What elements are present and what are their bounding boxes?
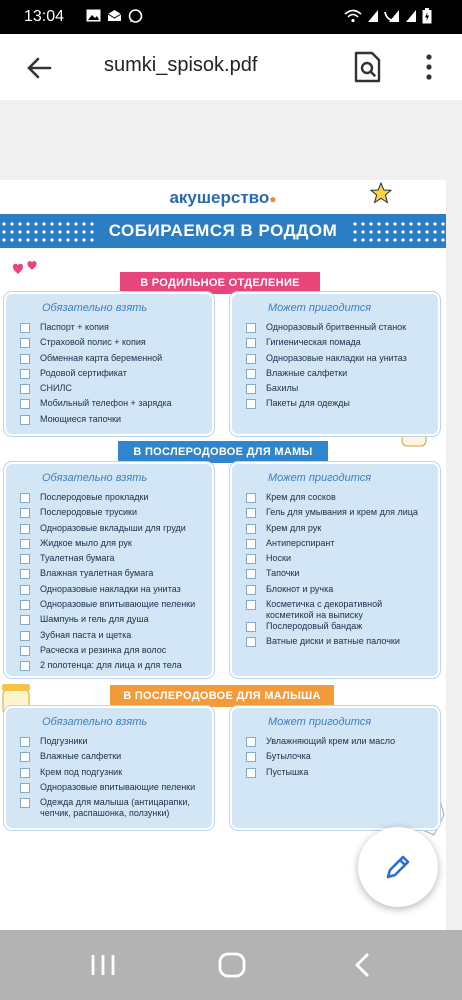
checklist-item (20, 492, 206, 507)
checklist-item-label: Увлажняющий крем или масло (266, 736, 396, 746)
checkbox-icon (20, 600, 30, 610)
checklist-item-label: Шампунь и гель для душа (40, 614, 149, 625)
navigation-bar (0, 930, 462, 1000)
checklist-item-label: Паспорт + копия (40, 322, 109, 332)
back-icon[interactable] (348, 952, 378, 978)
mail-icon (107, 9, 122, 22)
checklist-item (20, 322, 206, 337)
checklist-item-label: Антиперспирант (266, 537, 335, 548)
checklist-item (246, 353, 432, 368)
checklist-item (246, 368, 432, 383)
whatsapp-icon (128, 9, 143, 22)
panel-title: Обязательно взять (42, 302, 148, 314)
checkbox-icon (20, 768, 30, 778)
checklist-item-label: Зубная паста и щетка (40, 629, 132, 640)
checklist-item-label: 2 полотенца: для лица и для тела (40, 660, 182, 671)
call-signal-icon (384, 9, 400, 28)
checklist-item (246, 398, 432, 413)
checklist-item-label: Туалетная бумага (40, 553, 115, 564)
checkbox-icon (246, 399, 256, 409)
gallery-icon (86, 9, 101, 22)
checklist-item (246, 636, 432, 651)
checkbox-icon (246, 323, 256, 333)
battery-charging-icon (422, 8, 432, 29)
checklist-item (20, 767, 206, 782)
checklist-item-label: Гигиеническая помада (266, 337, 361, 348)
checkbox-icon (246, 752, 256, 762)
checklist-item (246, 621, 432, 636)
section-panel-optional (232, 708, 438, 828)
checkbox-icon (20, 569, 30, 579)
hearts-icon (10, 260, 44, 282)
checkbox-icon (20, 615, 30, 625)
checklist-item (20, 553, 206, 568)
document-search-icon[interactable] (354, 51, 382, 83)
checklist-item-label: Одежда для малыша (антицарапки, чепчик, распашонка, ползунки) (40, 797, 190, 819)
checklist-item-label: Моющиеся тапочки (40, 413, 122, 424)
checkbox-icon (246, 737, 256, 747)
arrow-left-icon[interactable] (26, 54, 54, 82)
checklist-item-label: Родовой сертификат (40, 367, 127, 378)
checklist-item-label: Одноразовые впитывающие пеленки (40, 781, 196, 792)
checklist (246, 736, 432, 782)
app-bar (0, 34, 462, 101)
checklist-item-label: Послеродовые прокладки (40, 492, 149, 502)
checklist-item (20, 507, 206, 522)
checklist-item (20, 614, 206, 629)
checkbox-icon (246, 354, 256, 364)
checklist-item-label: Мобильный телефон + зарядка (40, 398, 172, 409)
checklist-item-label: Крем для рук (266, 522, 322, 533)
checkbox-icon (20, 737, 30, 747)
checklist-item-label: Крем для сосков (266, 492, 336, 502)
section-panel-optional (232, 294, 438, 434)
checklist-item-label: Одноразовый бритвенный станок (266, 322, 407, 332)
signal-2-icon (405, 9, 417, 28)
checkbox-icon (246, 369, 256, 379)
checklist-item (246, 767, 432, 782)
checklist-item (246, 599, 432, 621)
checklist-item (20, 523, 206, 538)
checklist-item (20, 736, 206, 751)
checklist-item (246, 584, 432, 599)
checkbox-icon (20, 646, 30, 656)
checklist-item-label: Косметичка с декоративной косметикой на выписку (266, 599, 383, 621)
checklist-item-label: Одноразовые вкладыши для груди (40, 522, 186, 533)
pencil-icon (384, 853, 412, 881)
checklist-item (20, 797, 206, 819)
checklist-item-label: Одноразовые накладки на унитаз (266, 352, 407, 363)
checkbox-icon (20, 539, 30, 549)
checkbox-icon (20, 384, 30, 394)
panel-title: Может пригодится (268, 302, 372, 314)
checklist-item-label: Жидкое мыло для рук (40, 537, 132, 548)
checkbox-icon (20, 752, 30, 762)
system-icons (344, 8, 432, 29)
notification-icons (86, 9, 143, 22)
checklist-item (20, 383, 206, 398)
checkbox-icon (246, 493, 256, 503)
section-ribbon: В ПОСЛЕРОДОВОЕ ДЛЯ МАМЫ (118, 441, 328, 463)
checklist-item (246, 751, 432, 766)
checklist (246, 492, 432, 652)
checkbox-icon (246, 622, 256, 632)
checklist (20, 492, 206, 676)
checklist (20, 736, 206, 819)
section-panel-required (6, 294, 212, 434)
checklist-item-label: Влажные салфетки (40, 751, 122, 762)
section-panel-required (6, 708, 212, 828)
logo-mark-icon: ● (269, 192, 277, 206)
checklist (246, 322, 432, 414)
checklist-item (20, 751, 206, 766)
checkbox-icon (246, 569, 256, 579)
checklist-item (20, 398, 206, 413)
checkbox-icon (246, 768, 256, 778)
checkbox-icon (20, 585, 30, 595)
checkbox-icon (246, 508, 256, 518)
checklist-item-label: Одноразовые впитывающие пеленки (40, 599, 196, 610)
main-banner (0, 214, 446, 248)
document-title: sumki_spisok.pdf (104, 54, 258, 76)
checklist-item (20, 645, 206, 660)
logo-text: акушерство (169, 188, 270, 207)
checkbox-icon (20, 415, 30, 425)
checkbox-icon (246, 554, 256, 564)
checklist-item-label: Расческа и резинка для волос (40, 644, 167, 655)
checkbox-icon (20, 798, 30, 808)
checkbox-icon (20, 399, 30, 409)
checkbox-icon (246, 338, 256, 348)
checklist-item (20, 584, 206, 599)
checklist-item (20, 599, 206, 614)
checkbox-icon (246, 585, 256, 595)
checkbox-icon (246, 600, 256, 610)
checklist-item (246, 383, 432, 398)
checklist-item-label: Послеродовые трусики (40, 507, 137, 518)
checklist-item (246, 538, 432, 553)
checklist-item (246, 553, 432, 568)
checklist-item-label: Подгузники (40, 736, 88, 746)
edit-fab-button[interactable] (358, 827, 438, 907)
checkbox-icon (20, 783, 30, 793)
checklist-item-label: Бахилы (266, 383, 299, 394)
checklist-item (246, 492, 432, 507)
checkbox-icon (20, 524, 30, 534)
checklist-item (20, 414, 206, 429)
checklist-item-label: Бутылочка (266, 751, 311, 762)
checklist-item (20, 568, 206, 583)
checklist-item (20, 782, 206, 797)
checklist-item (246, 523, 432, 538)
checkbox-icon (246, 524, 256, 534)
checkbox-icon (20, 369, 30, 379)
panel-title: Может пригодится (268, 472, 372, 484)
banner-title: СОБИРАЕМСЯ В РОДДОМ (108, 221, 338, 240)
checklist-item (246, 322, 432, 337)
checklist-item (20, 660, 206, 675)
status-time: 13:04 (24, 8, 65, 25)
checklist-item (20, 353, 206, 368)
checklist-item-label: Ватные диски и ватные палочки (266, 636, 400, 647)
checklist-item (246, 568, 432, 583)
checklist-item (20, 337, 206, 352)
checklist-item-label: Пустышка (266, 766, 309, 777)
checklist-item (20, 538, 206, 553)
logo (0, 188, 446, 208)
checkbox-icon (20, 631, 30, 641)
checklist (20, 322, 206, 429)
checklist-item-label: Носки (266, 553, 291, 564)
checkbox-icon (20, 508, 30, 518)
checklist-item-label: СНИЛС (40, 383, 72, 394)
checklist-item (246, 736, 432, 751)
pdf-viewer[interactable] (0, 100, 462, 930)
section-panel-optional (232, 464, 438, 676)
checklist-item-label: Крем под подгузник (40, 766, 123, 777)
checklist-item-label: Тапочки (266, 568, 300, 579)
more-vertical-icon[interactable] (422, 53, 436, 81)
checklist-item-label: Влажная туалетная бумага (40, 568, 154, 579)
checkbox-icon (20, 661, 30, 671)
checkbox-icon (246, 539, 256, 549)
checklist-item-label: Страховой полис + копия (40, 337, 146, 348)
signal-icon (367, 9, 379, 28)
section-ribbon: В ПОСЛЕРОДОВОЕ ДЛЯ МАЛЫША (110, 685, 334, 707)
home-icon[interactable] (217, 952, 247, 978)
checklist-item-label: Гель для умывания и крем для лица (266, 507, 418, 518)
checkbox-icon (246, 384, 256, 394)
checklist-item-label: Блокнот и ручка (266, 583, 334, 594)
panel-title: Обязательно взять (42, 472, 148, 484)
checkbox-icon (20, 554, 30, 564)
panel-title: Обязательно взять (42, 716, 148, 728)
checkbox-icon (246, 637, 256, 647)
checkbox-icon (20, 323, 30, 333)
checkbox-icon (20, 493, 30, 503)
checkbox-icon (20, 338, 30, 348)
checklist-item (20, 630, 206, 645)
checklist-item (246, 507, 432, 522)
status-bar (0, 0, 462, 34)
checklist-item-label: Послеродовый бандаж (266, 621, 363, 632)
section-ribbon: В РОДИЛЬНОЕ ОТДЕЛЕНИЕ (120, 272, 320, 294)
checklist-item (246, 337, 432, 352)
checkbox-icon (20, 354, 30, 364)
checklist-item-label: Пакеты для одежды (266, 398, 350, 409)
checklist-item-label: Обменная карта беременной (40, 352, 163, 363)
panel-title: Может пригодится (268, 716, 372, 728)
recents-icon[interactable] (88, 952, 118, 978)
wifi-icon (344, 9, 362, 28)
checklist-item (20, 368, 206, 383)
checklist-item-label: Одноразовые накладки на унитаз (40, 583, 181, 594)
section-panel-required (6, 464, 212, 676)
checklist-item-label: Влажные салфетки (266, 367, 348, 378)
